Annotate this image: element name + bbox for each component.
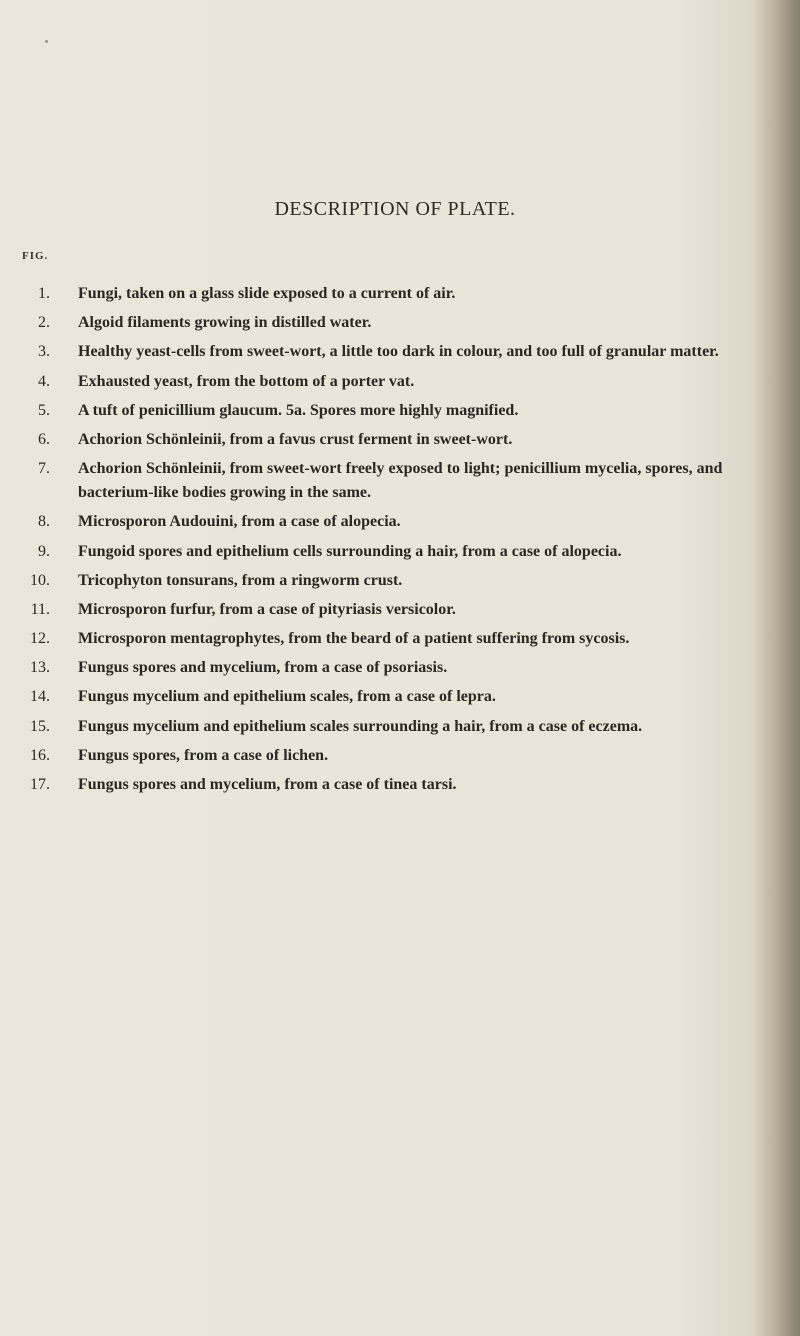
figure-number: 16. [30,746,50,764]
figure-number: 8. [38,513,50,531]
figure-entry [22,656,762,680]
figure-description: A tuft of penicillium glaucum. 5a. Spores more highly magnified. [78,401,519,419]
figure-entry [22,569,762,593]
figure-description: Tricophyton tonsurans, from a ringworm crust. [78,571,403,589]
figure-number: 2. [38,314,50,332]
figure-number: 1. [38,285,50,302]
figure-entry [22,370,762,394]
figure-description: Achorion Schönleinii, from sweet-wort freely exposed to light; penicillium mycelia, spores, and bacterium-like bodies growing in the same. [78,460,723,502]
figure-number: 12. [30,630,50,648]
figure-description: Fungus mycelium and epithelium scales surrounding a hair, from a case of eczema. [78,717,643,735]
figure-entry [22,340,762,364]
figure-description: Fungi, taken on a glass slide exposed to a current of air. [78,285,456,302]
figure-description: Achorion Schönleinii, from a favus crust ferment in sweet-wort. [78,430,513,448]
figure-entry [22,773,762,797]
figure-number: 17. [30,776,50,793]
figure-description: Fungus spores, from a case of lichen. [78,746,329,764]
plate-title: DESCRIPTION OF PLATE. [274,198,516,220]
figure-number: 4. [38,372,50,390]
figure-description: Algoid filaments growing in distilled water. [78,314,372,332]
figure-entry [22,282,762,306]
figure-description: Fungus spores and mycelium, from a case of tinea tarsi. [78,776,457,793]
figure-number: 14. [30,688,50,706]
figure-description: Microsporon Audouini, from a case of alopecia. [78,513,401,531]
figure-entry [22,540,762,564]
figure-number: 13. [30,659,50,677]
figure-entry [22,598,762,622]
figure-entry [22,457,762,505]
figure-description: Fungus spores and mycelium, from a case of psoriasis. [78,659,448,677]
figure-description: Microsporon furfur, from a case of pityriasis versicolor. [78,600,456,618]
figure-entry [22,428,762,452]
figure-entry [22,510,762,534]
figure-description: Fungus mycelium and epithelium scales, from a case of lepra. [78,688,496,706]
figure-entry [22,311,762,335]
figure-number: 15. [30,717,50,735]
figure-entry [22,685,762,709]
figure-entry [22,627,762,651]
figure-description-list [22,282,762,802]
figure-description: Exhausted yeast, from the bottom of a porter vat. [78,372,415,390]
figure-number: 5. [38,401,50,419]
figure-number: 9. [38,542,50,560]
figure-description: Microsporon mentagrophytes, from the beard of a patient suffering from sycosis. [78,630,630,648]
figure-entry [22,399,762,423]
figure-description: Healthy yeast-cells from sweet-wort, a little too dark in colour, and too full of granular matter. [78,343,719,361]
figure-number: 11. [30,600,50,618]
figure-entry [22,744,762,768]
figure-description: Fungoid spores and epithelium cells surrounding a hair, from a case of alopecia. [78,542,622,560]
figure-number: 6. [38,430,50,448]
figure-number: 7. [38,460,50,478]
paper-speck [45,40,48,43]
fig-column-header: FIG. [22,250,49,262]
figure-number: 10. [30,571,50,589]
figure-entry [22,715,762,739]
figure-number: 3. [38,343,50,361]
